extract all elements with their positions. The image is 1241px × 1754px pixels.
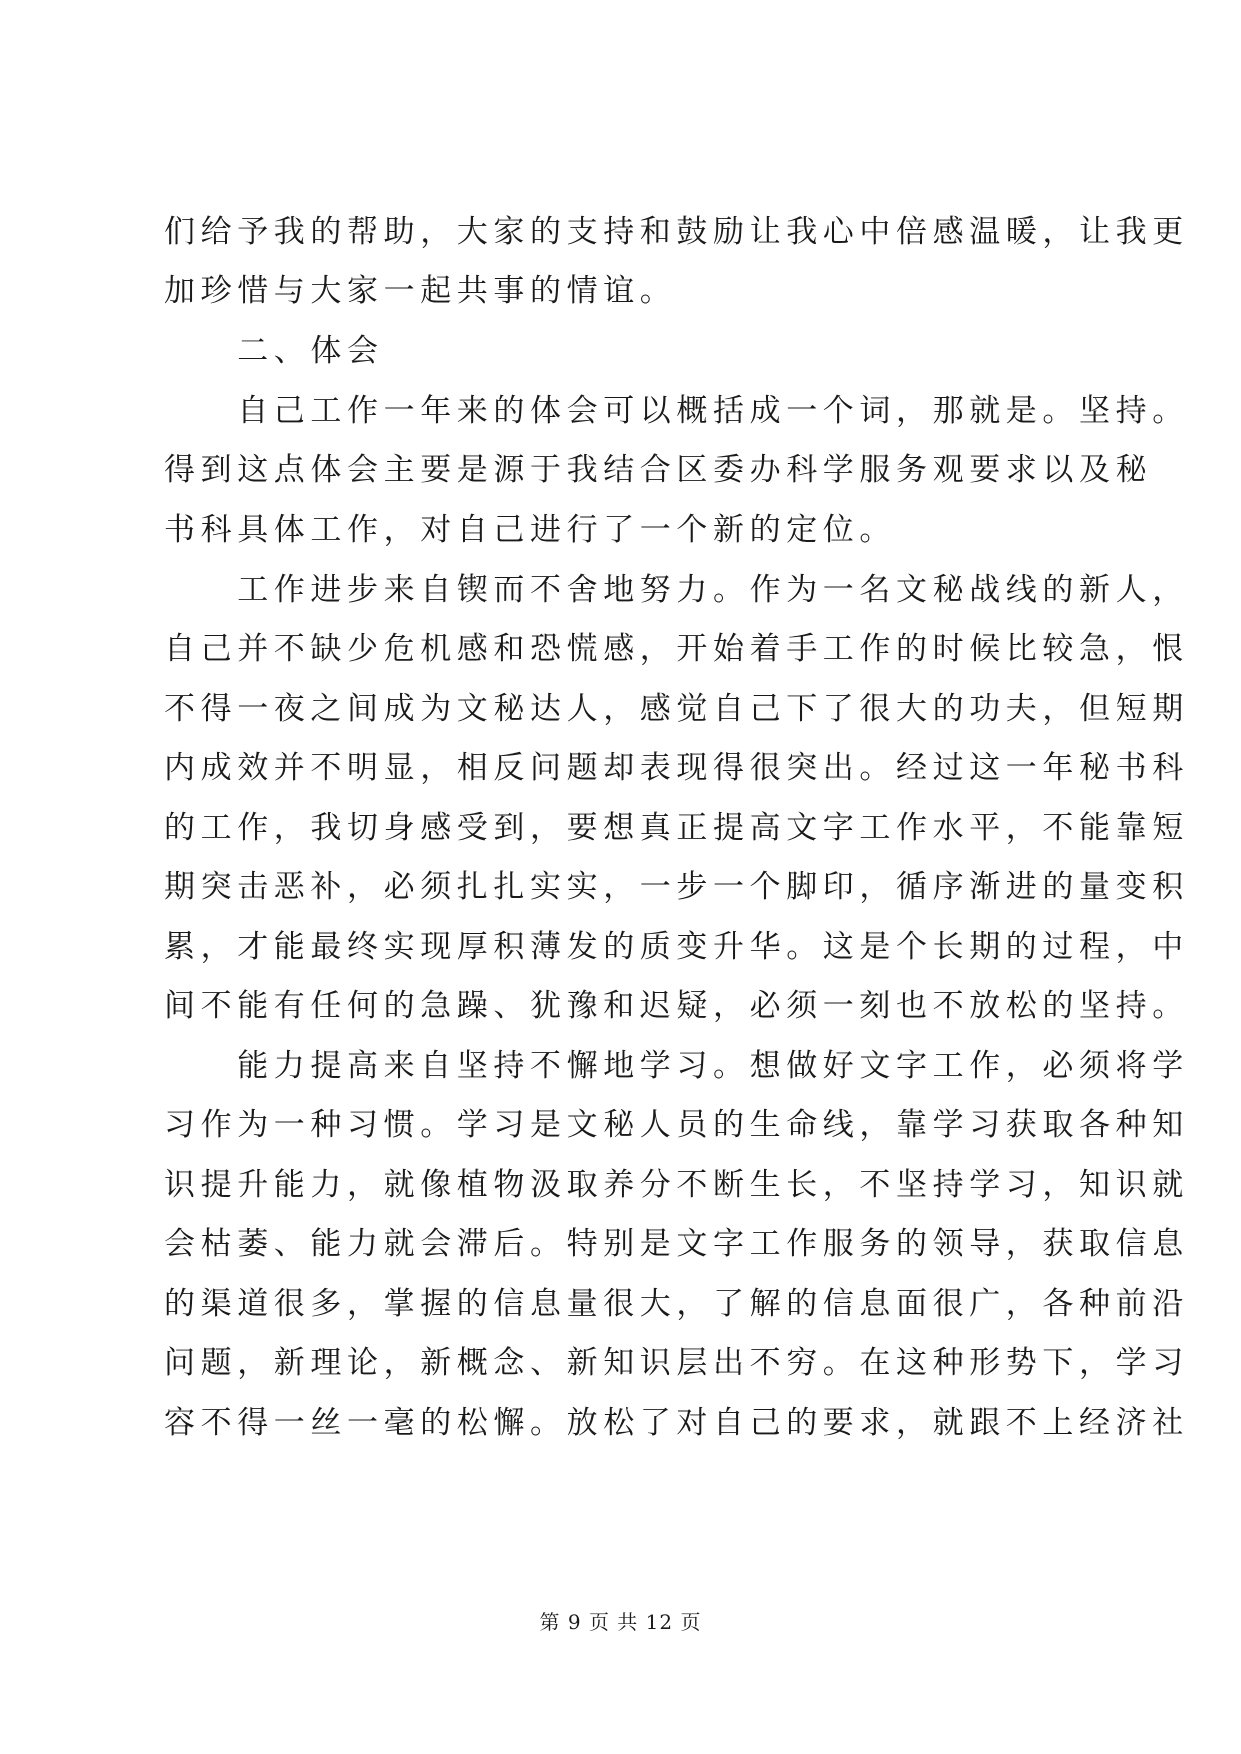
body-text-line: 间不能有任何的急躁、犹豫和迟疑，必须一刻也不放松的坚持。: [164, 988, 1189, 1024]
body-text-line: 问题，新理论，新概念、新知识层出不穷。在这种形势下，学习: [164, 1345, 1189, 1381]
body-text-line: 自己工作一年来的体会可以概括成一个词，那就是。坚持。: [164, 393, 1189, 429]
body-text-line: 得到这点体会主要是源于我结合区委办科学服务观要求以及秘: [164, 452, 1153, 488]
body-text-line: 的工作，我切身感受到，要想真正提高文字工作水平，不能靠短: [164, 810, 1189, 846]
body-text-line: 习作为一种习惯。学习是文秘人员的生命线，靠学习获取各种知: [164, 1107, 1189, 1143]
body-text-line: 书科具体工作，对自己进行了一个新的定位。: [164, 512, 896, 548]
body-text-line: 会枯萎、能力就会滞后。特别是文字工作服务的领导，获取信息: [164, 1226, 1189, 1262]
body-text-line: 累，才能最终实现厚积薄发的质变升华。这是个长期的过程，中: [164, 929, 1189, 965]
section-heading: 二、体会: [164, 333, 384, 369]
body-text-line: 识提升能力，就像植物汲取养分不断生长，不坚持学习，知识就: [164, 1167, 1189, 1203]
body-text-line: 自己并不缺少危机感和恐慌感，开始着手工作的时候比较急，恨: [164, 631, 1189, 667]
body-text-line: 们给予我的帮助，大家的支持和鼓励让我心中倍感温暖，让我更: [164, 214, 1189, 250]
page-number-footer: 第 9 页 共 12 页: [539, 1610, 702, 1634]
body-text-line: 的渠道很多，掌握的信息量很大，了解的信息面很广，各种前沿: [164, 1286, 1189, 1322]
body-text-line: 工作进步来自锲而不舍地努力。作为一名文秘战线的新人，: [164, 572, 1189, 608]
body-text-line: 加珍惜与大家一起共事的情谊。: [164, 273, 677, 309]
body-text-line: 能力提高来自坚持不懈地学习。想做好文字工作，必须将学: [164, 1048, 1189, 1084]
body-text-line: 期突击恶补，必须扎扎实实，一步一个脚印，循序渐进的量变积: [164, 869, 1189, 905]
body-text-line: 内成效并不明显，相反问题却表现得很突出。经过这一年秘书科: [164, 750, 1189, 786]
body-text-line: 容不得一丝一毫的松懈。放松了对自己的要求，就跟不上经济社: [164, 1405, 1189, 1441]
body-text-line: 不得一夜之间成为文秘达人，感觉自己下了很大的功夫，但短期: [164, 691, 1189, 727]
